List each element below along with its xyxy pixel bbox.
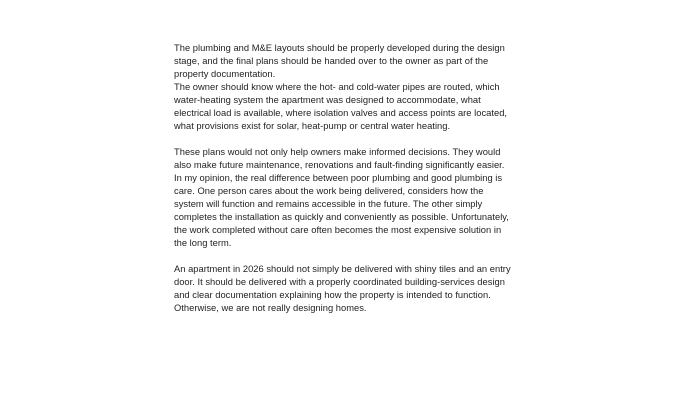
paragraph-design-stage: The plumbing and M&E layouts should be properly developed during the design stage, and the final plans should be handed over to the owner as part of the property documentation. — [174, 43, 505, 79]
paragraph-owner-knowledge: The owner should know where the hot- and cold-water pipes are routed, which water-heating system the apartment was designed to accommodate, what electrical load is available, where isolation valves and access points are located, what provisions exist for solar, heat-pump or central water heating. — [174, 82, 508, 131]
paragraph-conclusion: An apartment in 2026 should not simply be delivered with shiny tiles and an entry door. It should be delivered with a properly coordinated building-services design and clear documentation explaining how the property is intended to function. Otherwise, we are not really designing homes. — [174, 264, 511, 313]
paragraph-informed-decisions: These plans would not only help owners make informed decisions. They would also make future maintenance, renovations and fault-finding significantly easier. — [174, 147, 505, 170]
article-body — [174, 42, 514, 315]
paragraph-spacer — [174, 133, 514, 146]
paragraph-spacer — [174, 250, 514, 263]
paragraph-care: In my opinion, the real difference between poor plumbing and good plumbing is care. One person cares about the work being delivered, considers how the system will function and remains accessible in the future. The other simply completes the installation as quickly and conveniently as possible. Unfortunately, the work completed without care often becomes the most expensive solution in the long term. — [174, 173, 509, 248]
